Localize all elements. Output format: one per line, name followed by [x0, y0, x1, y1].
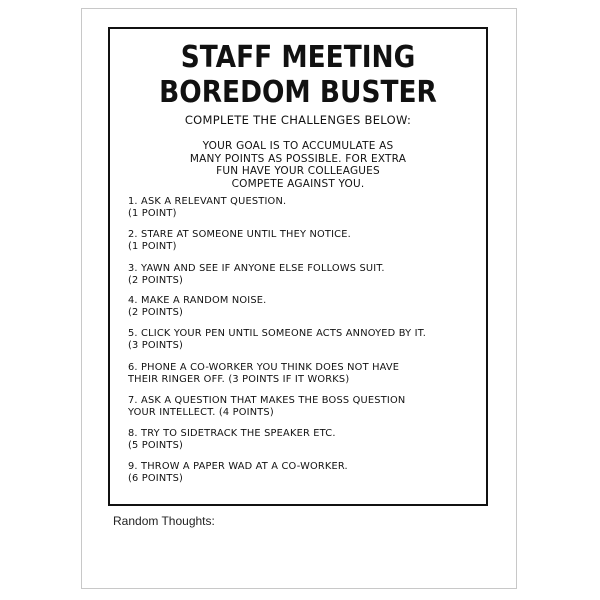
goal-line: MANY POINTS AS POSSIBLE. FOR EXTRA — [189, 152, 407, 165]
challenge-text: 1. ASK A RELEVANT QUESTION. — [128, 196, 287, 207]
challenge-text: 7. ASK A QUESTION THAT MAKES THE BOSS QUESTION — [128, 395, 406, 406]
challenge-text: 4. MAKE A RANDOM NOISE. — [128, 295, 267, 306]
challenge-box — [108, 27, 488, 506]
challenge-text: 8. TRY TO SIDETRACK THE SPEAKER ETC. — [128, 428, 336, 439]
goal-line: YOUR GOAL IS TO ACCUMULATE AS — [202, 140, 394, 152]
challenge-item-2 — [128, 229, 473, 252]
challenge-points: YOUR INTELLECT. (4 POINTS) — [128, 406, 274, 418]
random-thoughts-label: Random Thoughts: — [113, 514, 215, 528]
challenge-item-9 — [128, 461, 473, 484]
goal-line: COMPETE AGAINST YOU. — [231, 177, 365, 190]
challenge-text: 5. CLICK YOUR PEN UNTIL SOMEONE ACTS ANNOYED BY IT. — [128, 328, 427, 339]
challenge-text: 6. PHONE A CO-WORKER YOU THINK DOES NOT HAVE — [128, 362, 400, 373]
goal-text — [150, 140, 446, 190]
challenge-item-3 — [128, 263, 473, 286]
challenge-points: (2 POINTS) — [128, 306, 184, 318]
challenge-points: (1 POINT) — [128, 207, 177, 219]
challenge-points: (6 POINTS) — [128, 472, 184, 484]
title-line-1: STAFF MEETING — [180, 40, 416, 75]
challenge-item-8 — [128, 428, 473, 451]
challenge-points: (2 POINTS) — [128, 274, 184, 286]
challenge-points: (5 POINTS) — [128, 439, 184, 451]
challenge-item-1 — [128, 196, 473, 219]
challenge-text: 3. YAWN AND SEE IF ANYONE ELSE FOLLOWS SUIT. — [128, 263, 385, 274]
challenge-points: (3 POINTS) — [128, 339, 184, 351]
goal-line: FUN HAVE YOUR COLLEAGUES — [216, 165, 380, 177]
title-line-2: BOREDOM BUSTER — [159, 75, 437, 110]
challenge-item-5 — [128, 328, 473, 351]
challenge-item-6 — [128, 362, 473, 385]
challenge-text: 9. THROW A PAPER WAD AT A CO-WORKER. — [128, 461, 348, 472]
challenge-item-4 — [128, 295, 473, 318]
subtitle: COMPLETE THE CHALLENGES BELOW: — [184, 113, 412, 127]
challenge-text: 2. STARE AT SOMEONE UNTIL THEY NOTICE. — [128, 229, 351, 240]
challenge-points: (1 POINT) — [128, 240, 177, 252]
challenge-points: THEIR RINGER OFF. (3 POINTS IF IT WORKS) — [128, 373, 350, 385]
challenge-item-7 — [128, 395, 473, 418]
